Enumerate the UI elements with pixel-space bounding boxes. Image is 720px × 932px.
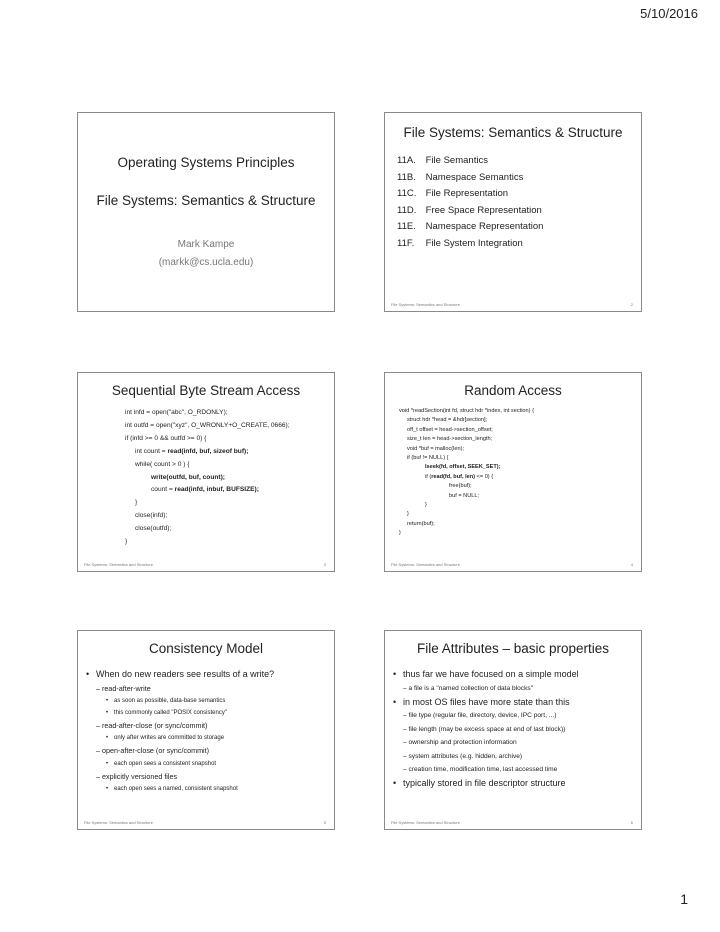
list-item: 11F. File System Integration — [397, 237, 523, 249]
slide-heading: Sequential Byte Stream Access — [111, 383, 301, 398]
bullet-list: • thus far we have focused on a simple model – a file is a "named collection of data blocks" • in most OS files have more state than this – file type (regular file, directory, device, IPC port, ...) – file length (may be excess space at end of last block)) – ownership and protection information – system attributes (e.g. hidden, archive) – creation time, modification time, last accessed time • typically stored in file descriptor structure — [393, 667, 635, 791]
page-number: 1 — [680, 891, 688, 907]
lecture-title: File Systems: Semantics & Structure — [96, 193, 316, 208]
author: Mark Kampe — [177, 239, 235, 250]
slide-footer: File Systems: Semantics and Structure 2 — [391, 302, 633, 307]
slide-consistency-model — [77, 630, 335, 830]
slide-footer: File Systems: Semantics and Structure 3 — [84, 562, 326, 567]
slide-heading: Random Access — [464, 383, 562, 398]
slide-footer: File Systems: Semantics and Structure 6 — [391, 820, 633, 825]
list-item: 11E. Namespace Representation — [397, 221, 544, 233]
slide-heading: Consistency Model — [148, 641, 264, 656]
slide-footer: File Systems: Semantics and Structure 4 — [391, 562, 633, 567]
contents-list — [397, 153, 543, 253]
list-item: 11A. File Semantics — [397, 155, 488, 166]
slide-file-attributes — [384, 630, 642, 830]
list-item: 11B. Namespace Semantics — [397, 171, 524, 183]
list-item: 11C. File Representation — [397, 188, 509, 200]
slide-title — [77, 112, 335, 312]
page-date: 5/10/2016 — [640, 6, 698, 21]
slide-contents — [384, 112, 642, 312]
bullet-list: • When do new readers see results of a write? – read-after-write • as soon as possible, data-base semantics • this commonly called "POSIX consistency" – read-after-close (or sync/commit) • only after writes are committed to storage – open-after-close (or sync/commit) • each open sees a consistent snapshot – explicitly versioned files • each open sees a named, consistent snapshot — [86, 667, 328, 795]
list-item: 11D. Free Space Representation — [397, 204, 542, 216]
slide-random-access — [384, 372, 642, 572]
slide-heading: File Attributes – basic properties — [416, 641, 610, 656]
author-email: (markk@cs.ucla.edu) — [158, 257, 254, 268]
slide-sequential-access — [77, 372, 335, 572]
code-block: int infd = open("abc", O_RDONLY); int outfd = open("xyz", O_WRONLY+O_CREATE, 0666); if (infd >= 0 && outfd >= 0) { int count = read(infd, buf, sizeof buf); while( count > 0 ) { write(outfd, buf, count); count = read(infd, inbuf, BUFSIZE); } close(infd); close(outfd); } — [125, 409, 290, 546]
course-title: Operating Systems Principles — [117, 155, 295, 170]
slide-footer: File Systems: Semantics and Structure 5 — [84, 820, 326, 825]
slide-heading: File Systems: Semantics & Structure — [403, 125, 623, 140]
code-block: void *readSection(int fd, struct hdr *index, int section) { struct hdr *head = &hdr[section]; off_t offset = head->section_offset; size_t len = head->section_length; void *buf = malloc(len); if (buf != NULL) { lseek(fd, offset, SEEK_SET); if (read(fd, buf, len) <= 0) { free(buf); buf = NULL; } } return(buf); } — [399, 408, 534, 537]
